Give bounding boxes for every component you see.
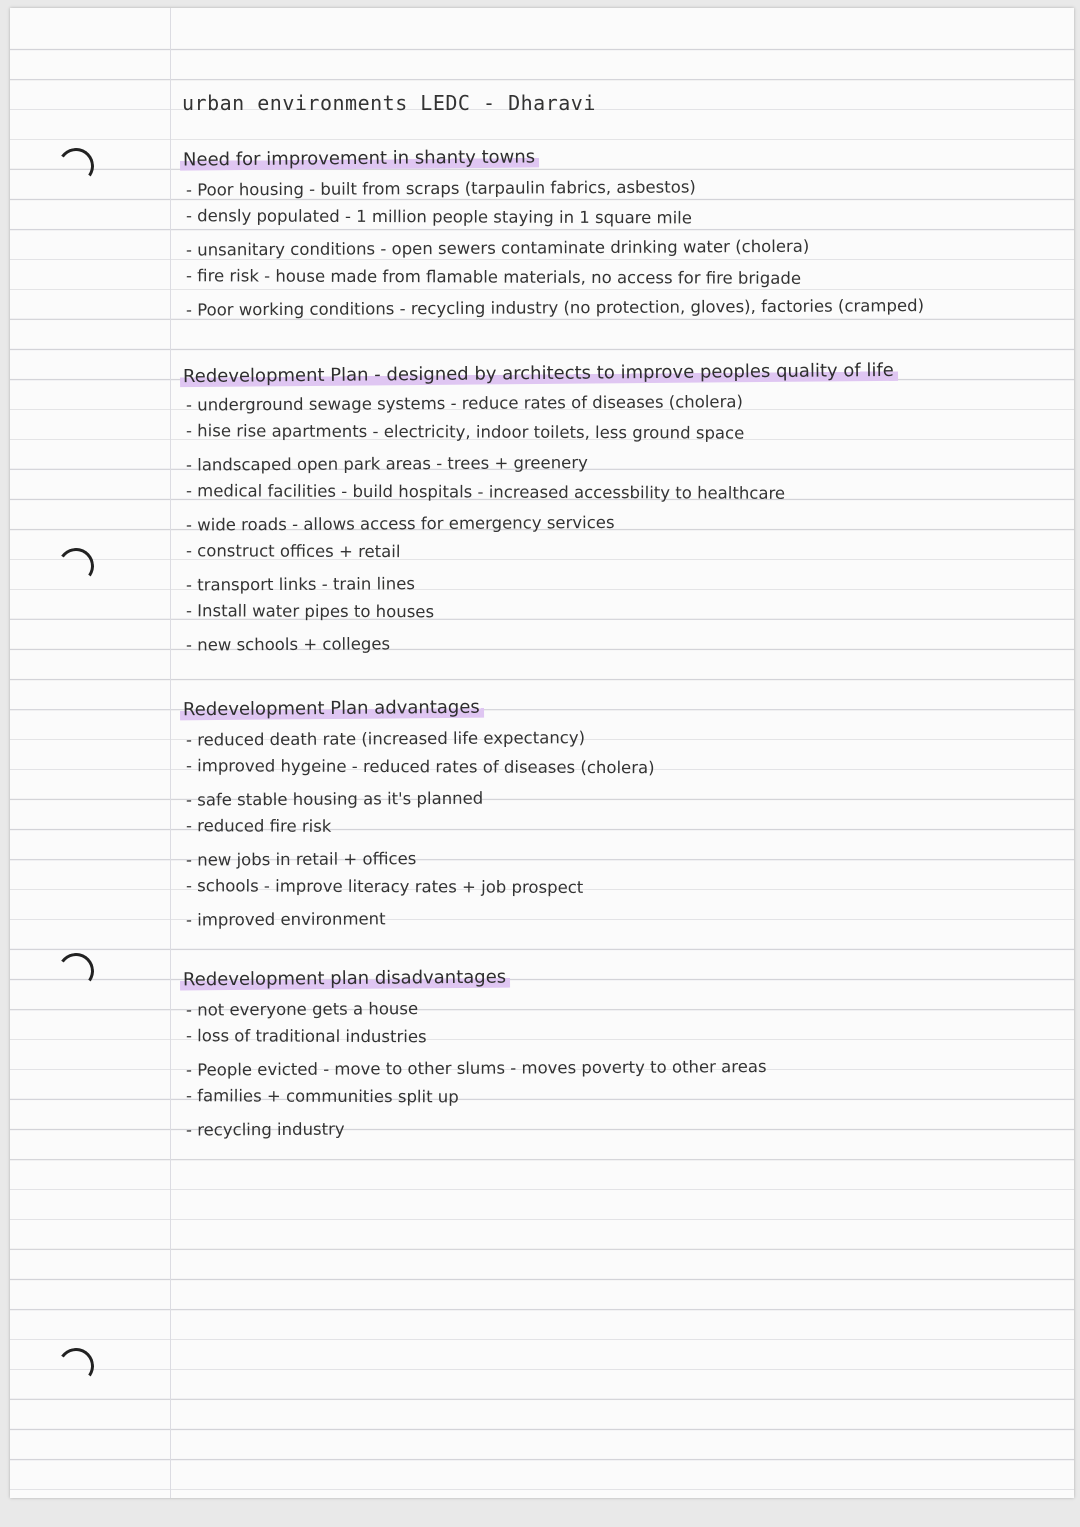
- page-content: [10, 8, 1074, 1498]
- bullet-list: [180, 388, 1020, 658]
- list-item: - medical facilities - build hospitals - increased accessbility to healthcare: [185, 481, 786, 503]
- list-item: - schools - improve literacy rates + job prospect: [185, 876, 584, 897]
- list-item: - Poor housing - built from scraps (tarpaulin fabrics, asbestos): [185, 177, 696, 200]
- bullet-list: [180, 723, 1020, 933]
- list-item: - Install water pipes to houses: [185, 601, 435, 622]
- list-item: - loss of traditional industries: [185, 1026, 427, 1047]
- list-item: - new schools + colleges: [185, 634, 391, 655]
- section-need-for-improvement: [180, 148, 1020, 323]
- section-heading: Redevelopment Plan - designed by architects to improve peoples quality of life: [180, 360, 898, 387]
- list-item: - unsanitary conditions - open sewers contaminate drinking water (cholera): [185, 236, 810, 260]
- list-item: - not everyone gets a house: [185, 999, 419, 1020]
- list-item: - fire risk - house made from flamable materials, no access for fire brigade: [185, 266, 802, 288]
- list-item: - construct offices + retail: [185, 541, 401, 562]
- section-heading: Redevelopment plan disadvantages: [180, 967, 510, 991]
- section-redevelopment-plan: [180, 359, 1020, 658]
- section-advantages: [180, 698, 1020, 933]
- list-item: - new jobs in retail + offices: [185, 849, 417, 870]
- page-title: urban environments LEDC - Dharavi: [182, 91, 596, 115]
- list-item: - wide roads - allows access for emergency services: [185, 512, 615, 535]
- list-item: - transport links - train lines: [185, 574, 415, 595]
- list-item: - improved hygeine - reduced rates of diseases (cholera): [185, 756, 655, 778]
- list-item: - underground sewage systems - reduce rates of diseases (cholera): [185, 392, 743, 415]
- list-item: - improved environment: [185, 909, 386, 930]
- section-disadvantages: [180, 968, 1020, 1143]
- list-item: - reduced death rate (increased life expectancy): [185, 728, 586, 750]
- list-item: - reduced fire risk: [185, 816, 332, 836]
- list-item: - recycling industry: [185, 1119, 345, 1140]
- list-item: - families + communities split up: [185, 1086, 459, 1107]
- bullet-list: [180, 173, 1020, 323]
- section-heading: Redevelopment Plan advantages: [180, 697, 484, 721]
- notebook-page: [10, 8, 1074, 1498]
- list-item: - densly populated - 1 million people staying in 1 square mile: [185, 206, 692, 228]
- list-item: - landscaped open park areas - trees + greenery: [185, 453, 588, 475]
- list-item: - safe stable housing as it's planned: [185, 788, 484, 810]
- list-item: - hise rise apartments - electricity, indoor toilets, less ground space: [185, 421, 745, 443]
- bullet-list: [180, 993, 1020, 1143]
- list-item: - People evicted - move to other slums - moves poverty to other areas: [185, 1056, 767, 1080]
- list-item: - Poor working conditions - recycling industry (no protection, gloves), factories (cramped): [185, 296, 925, 320]
- section-heading: Need for improvement in shanty towns: [180, 146, 539, 170]
